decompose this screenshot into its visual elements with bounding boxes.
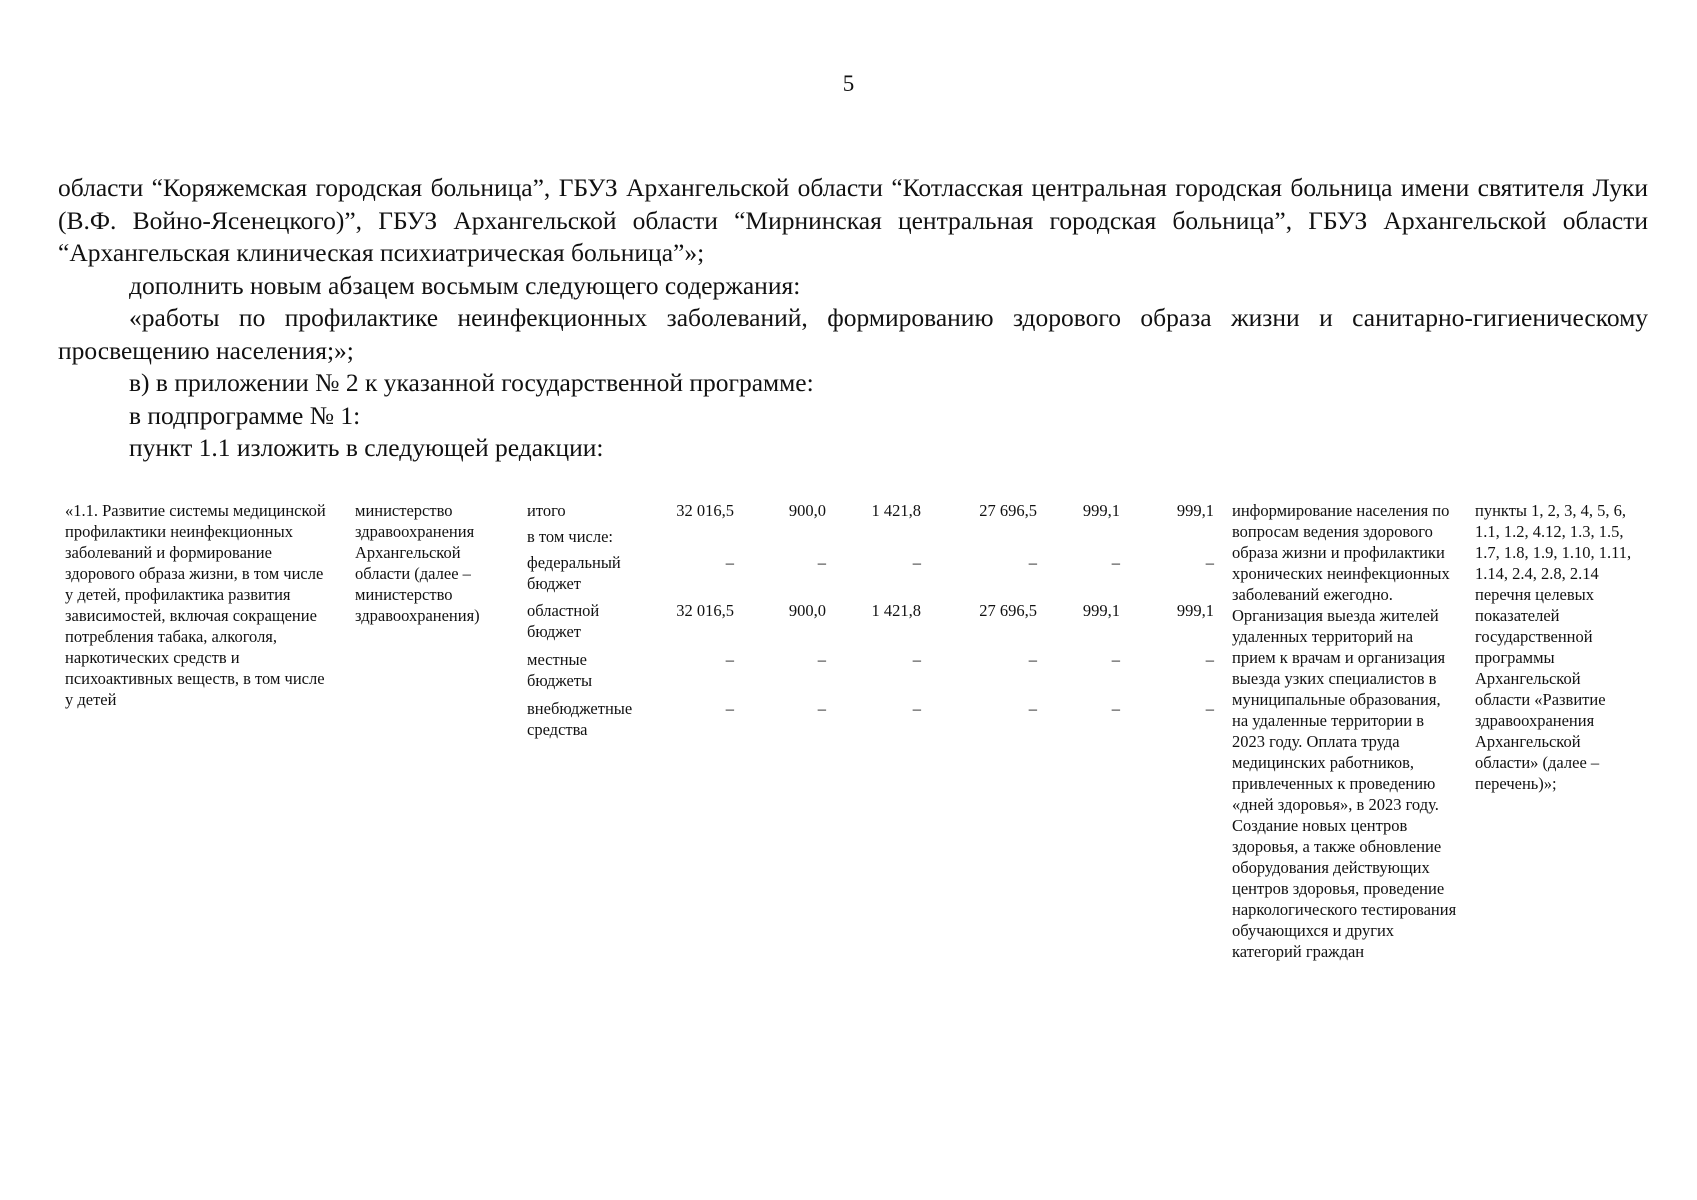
funding-value-cell: 27 696,5 [979, 501, 1037, 520]
funding-value-cell: – [725, 553, 734, 572]
funding-value-cell: – [1205, 650, 1214, 669]
paragraph-quote-prevention: «работы по профилактике неинфекционных заболеваний, формированию здорового образа жизни и санитарно-гигиеническому просвещению населения;»; [58, 303, 1648, 365]
expected-result-cell: информирование населения по вопросам ведения здорового образа жизни и профилактики хронических неинфекционных заболеваний ежегодно. Организация выезда жителей удаленных территорий на прием к врачам и организация выезда узких специалистов в муниципальные образования, на удаленные территории в 2023 году. Оплата труда медицинских работников, привлеченных к проведению «дней здоровья», в 2023 году. Создание новых центров здоровья, а также обновление оборудования действующих центров здоровья, проведение наркологического тестирования обучающихся и других категорий граждан [1232, 501, 1457, 961]
funding-value-cell: 27 696,5 [979, 601, 1037, 620]
funding-value-cell: – [1205, 553, 1214, 572]
funding-value-cell: 1 421,8 [871, 601, 921, 620]
document-body [58, 172, 1648, 465]
funding-value-cell: 999,1 [1176, 601, 1214, 620]
executor-cell: министерство здравоохранения Архангельской области (далее – министерство здравоохранения) [355, 501, 480, 625]
funding-value-cell: – [912, 699, 921, 718]
measure-title-cell: «1.1. Развитие системы медицинской профилактики неинфекционных заболеваний и формирование здорового образа жизни, в том числе у детей, профилактика развития зависимостей, включая сокращение потребления табака, алкоголя, наркотических средств и психоактивных веществ, в том числе у детей [65, 501, 326, 709]
funding-value-cell: – [817, 650, 826, 669]
paragraph-add-abzac: дополнить новым абзацем восьмым следующего содержания: [129, 270, 801, 300]
funding-value-cell: – [1028, 650, 1037, 669]
paragraph-hospitals-list: области “Коряжемская городская больница”, ГБУЗ Архангельской области “Котласская центральная городская больница имени святителя Луки (В.Ф. Войно-Ясенецкого)”, ГБУЗ Архангельской области “Мирнинская центральная городская больница”, ГБУЗ Архангельской области “Архангельская клиническая психиатрическая больница”»; [58, 173, 1648, 267]
funding-value-cell: – [1111, 650, 1120, 669]
funding-source-label: местные бюджеты [527, 650, 593, 690]
funding-value-cell: – [1111, 699, 1120, 718]
funding-value-cell: – [1028, 553, 1037, 572]
funding-source-label: федеральный бюджет [527, 553, 621, 593]
funding-value-cell: – [912, 650, 921, 669]
funding-value-cell: – [1205, 699, 1214, 718]
funding-value-cell: 1 421,8 [871, 501, 921, 520]
funding-value-cell: – [817, 553, 826, 572]
funding-value-cell: 900,0 [788, 501, 826, 520]
funding-value-cell: 32 016,5 [676, 501, 734, 520]
funding-value-cell: 900,0 [788, 601, 826, 620]
funding-value-cell: 999,1 [1176, 501, 1214, 520]
funding-value-cell: 999,1 [1082, 601, 1120, 620]
funding-value-cell: – [1111, 553, 1120, 572]
funding-value-cell: – [725, 699, 734, 718]
paragraph-point-1-1: пункт 1.1 изложить в следующей редакции: [129, 433, 604, 462]
funding-source-label: областной бюджет [527, 601, 600, 641]
page-number: 5 [842, 71, 855, 96]
funding-value-cell: 999,1 [1082, 501, 1120, 520]
funding-source-label: внебюджетные средства [527, 699, 633, 739]
funding-value-cell: – [1028, 699, 1037, 718]
funding-value-cell: – [912, 553, 921, 572]
funding-source-label: в том числе: [527, 527, 614, 546]
funding-value-cell: – [725, 650, 734, 669]
funding-source-label: итого [527, 501, 566, 520]
funding-value-cell: 32 016,5 [676, 601, 734, 620]
indicators-link-cell: пункты 1, 2, 3, 4, 5, 6, 1.1, 1.2, 4.12, 1.3, 1.5, 1.7, 1.8, 1.9, 1.10, 1.11, 1.14, 2.4, 2.8, 2.14 перечня целевых показателей государственной программы Архангельской области «Развитие здравоохранения Архангельской области» (далее – перечень)»; [1475, 501, 1632, 793]
funding-value-cell: – [817, 699, 826, 718]
paragraph-subprogram: в подпрограмме № 1: [129, 400, 361, 430]
paragraph-item-v: в) в приложении № 2 к указанной государственной программе: [129, 368, 814, 397]
